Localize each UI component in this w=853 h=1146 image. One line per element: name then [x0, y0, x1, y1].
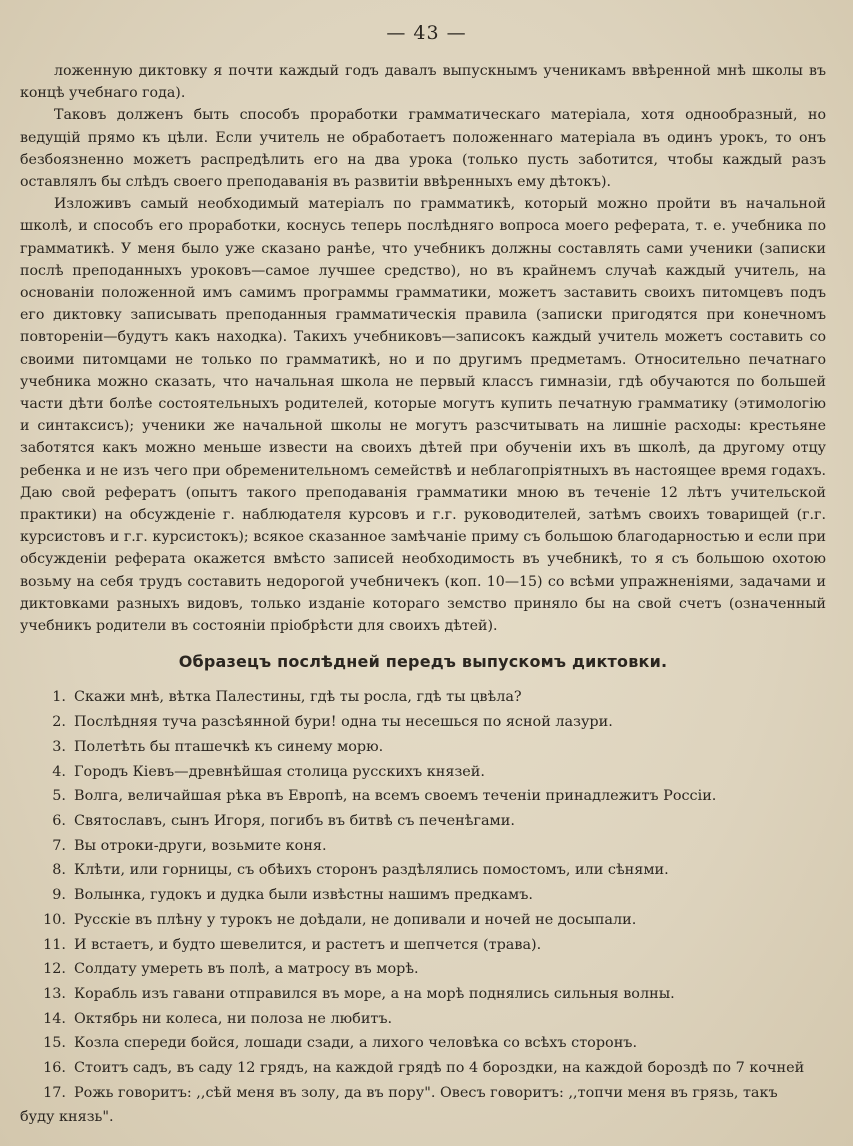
dictation-item-number: 4. [52, 763, 66, 780]
dictation-item [20, 957, 826, 982]
dictation-item [20, 933, 826, 958]
dictation-item [20, 735, 826, 760]
dictation-item-text: Вы отроки-други, возьмите коня. [74, 837, 327, 854]
dictation-item [20, 784, 826, 809]
dictation-item [20, 858, 826, 883]
dictation-item-text: Русскіе въ плѣну у турокъ не доѣдали, не допивали и ночей не досыпали. [74, 911, 637, 928]
paragraph-intro: ложенную диктовку я почти каждый годъ давалъ выпускнымъ ученикамъ ввѣренной мнѣ школы въ концѣ учебнаго года). [20, 63, 826, 102]
dictation-item-number: 16. [43, 1060, 66, 1077]
dictation-item-text: Октябрь ни колеса, ни полоза не любитъ. [74, 1010, 393, 1027]
dictation-item-text: Солдату умереть въ полѣ, а матросу въ морѣ. [74, 961, 419, 978]
dictation-item [20, 908, 826, 933]
dictation-item-text: Святославъ, сынъ Игоря, погибъ въ битвѣ съ печенѣгами. [74, 813, 515, 829]
dictation-item-number: 8. [52, 862, 66, 879]
dictation-item [20, 1081, 826, 1106]
dictation-item [20, 1031, 826, 1056]
dictation-item [20, 1056, 826, 1081]
dictation-item-text: Рожь говоритъ: ,,сѣй меня въ золу, да въ пору". Овесъ говоритъ: ,,топчи меня въ грязь, такъ [74, 1084, 778, 1101]
page-number: — 43 — [386, 22, 467, 44]
dictation-item-text: Полетѣть бы пташечкѣ къ синему морю. [74, 738, 384, 755]
dictation-item-continuation-text: буду князь". [20, 1109, 114, 1126]
dictation-item [20, 1007, 826, 1032]
dictation-item-text: Городъ Кіевъ—древнѣйшая столица русскихъ князей. [74, 763, 485, 780]
dictation-item-text: Послѣдняя туча разсѣянной бури! одна ты несешься по ясной лазури. [74, 714, 613, 731]
dictation-item-number: 5. [52, 788, 66, 805]
dictation-item-number: 17. [43, 1084, 66, 1101]
dictation-item-continuation [20, 1105, 826, 1130]
dictation-item-text: Волынка, гудокъ и дудка были извѣстны нашимъ предкамъ. [74, 887, 533, 904]
dictation-item-text: Корабль изъ гавани отправился въ море, а на морѣ поднялись сильныя волны. [74, 985, 675, 1002]
dictation-item-text: Клѣти, или горницы, съ обѣихъ сторонъ раздѣлялись помостомъ, или сѣнями. [74, 862, 669, 879]
dictation-item [20, 710, 826, 735]
dictation-item-number: 13. [43, 985, 66, 1002]
dictation-item [20, 760, 826, 785]
dictation-item-number: 6. [52, 813, 66, 829]
dictation-item-number: 2. [52, 714, 66, 731]
dictation-item-text: Скажи мнѣ, вѣтка Палестины, гдѣ ты росла, гдѣ ты цвѣла? [74, 689, 522, 706]
dictation-item-number: 1. [52, 689, 66, 706]
dictation-item-number: 14. [43, 1010, 66, 1027]
dictation-item-text: Козла спереди бойся, лошади сзади, а лихого человѣка со всѣхъ сторонъ. [74, 1035, 638, 1052]
dictation-item-number: 3. [52, 738, 66, 755]
dictation-list [20, 685, 826, 1130]
page-content [20, 60, 826, 1130]
dictation-item-text: Стоитъ садъ, въ саду 12 грядъ, на каждой грядѣ по 4 бороздки, на каждой бороздѣ по 7 кочней [74, 1060, 805, 1077]
dictation-item [20, 809, 826, 834]
dictation-item-number: 15. [43, 1035, 66, 1052]
paragraph-method: Таковъ долженъ быть способъ проработки грамматическаго матеріала, хотя однообразный, но ведущій прямо къ цѣли. Если учитель не обработаетъ положеннаго матеріала въ одинъ урокъ, то онъ безбоязненно можетъ распредѣлить его на два урока (только пусть заботится, чтобы каждый разъ оставлялъ бы слѣдъ своего преподаванія въ развитіи ввѣренныхъ ему дѣтокъ). [20, 107, 826, 191]
dictation-item [20, 982, 826, 1007]
dictation-item-number: 12. [43, 961, 66, 978]
section-title: Образецъ послѣдней передъ выпускомъ диктовки. [178, 652, 668, 672]
dictation-item [20, 685, 826, 710]
dictation-item-number: 10. [43, 911, 66, 928]
dictation-item-number: 9. [52, 887, 66, 904]
dictation-item-text: Волга, величайшая рѣка въ Европѣ, на всемъ своемъ теченіи принадлежитъ Россіи. [74, 788, 717, 805]
dictation-item [20, 834, 826, 859]
dictation-item-text: И встаетъ, и будто шевелится, и растетъ и шепчется (трава). [74, 936, 542, 953]
dictation-item [20, 883, 826, 908]
paragraph-textbook: Изложивъ самый необходимый матеріалъ по грамматикѣ, который можно пройти въ начальной школѣ, и способъ его проработки, коснусь теперь послѣдняго вопроса моего реферата, т. е. учебника по грамматикѣ. У меня было уже сказано ранѣе, что учебникъ должны составлять сами ученики (записки послѣ преподанныхъ уроковъ—самое лучшее средство), но въ крайнемъ случаѣ каждый учитель, на основаніи положенной имъ самимъ программы грамматики, можетъ заставить своихъ питомцевъ подъ его диктовку записывать преподанныя грамматическія правила (записки пригодятся при конечномъ повтореніи—будутъ какъ находка). Такихъ учебниковъ—записокъ каждый учитель можетъ составить со своими питомцами не только по грамматикѣ, но и по другимъ предметамъ. Относительно печатнаго учебника можно сказать, что начальная школа не первый классъ гимназіи, гдѣ обучаются по большей части дѣти болѣе состоятельныхъ родителей, которые могутъ купить печатную грамматику (этимологію и синтаксисъ); ученики же начальной школы не могутъ разсчитывать на лишніе расходы: крестьяне заботятся какъ можно меньше извести на своихъ дѣтей при обученіи ихъ въ школѣ, да другому отцу ребенка и не изъ чего при обременительномъ семействѣ и неблагопріятныхъ въ настоящее время годахъ. Даю свой рефератъ (опытъ такого преподаванія грамматики мною въ теченіе 12 лѣтъ учительской практики) на обсужденіе г. наблюдателя курсовъ и г.г. руководителей, затѣмъ своихъ товарищей (г.г. курсистовъ и г.г. курсистокъ); всякое сказанное замѣчаніе приму съ большою благодарностью и если при обсужденіи реферата окажется вмѣсто записей необходимость въ учебникѣ, то я съ большою охотою возьму на себя трудъ составить недорогой учебничекъ (коп. 10—15) со всѣми упражненіями, задачами и диктовками разныхъ видовъ, только изданіе котораго земство приняло бы на свой счетъ (означенный учебникъ родители въ состояніи пріобрѣсти для своихъ дѣтей). [20, 196, 826, 635]
dictation-item-number: 7. [52, 837, 66, 854]
dictation-item-number: 11. [43, 936, 66, 953]
